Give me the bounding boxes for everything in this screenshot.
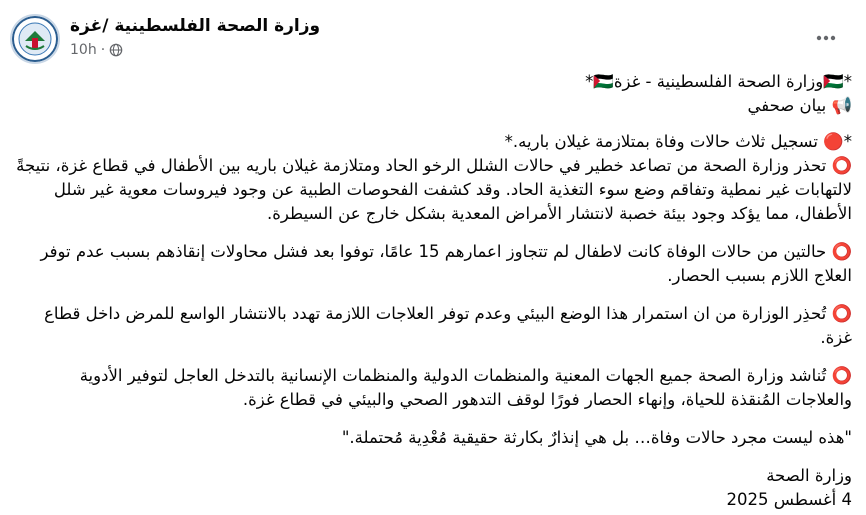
page-name-link[interactable]: وزارة الصحة الفلسطينية /غزة bbox=[70, 16, 321, 36]
post-subtitle-line: 📢 بيان صحفي bbox=[747, 96, 852, 115]
ellipsis-icon bbox=[816, 35, 836, 41]
post-meta bbox=[70, 42, 123, 58]
meta-separator: · bbox=[100, 42, 106, 58]
post-paragraph-1: ⭕ تحذر وزارة الصحة من تصاعد خطير في حالات الشلل الرخو الحاد ومتلازمة غيلان باريه بين الأطفال في قطاع غزة، نتيجةً لالتهابات غير نمطية وتفاقم وضع سوء التغذية الحاد. وقد كشفت الفحوصات الطبية عن وجود فيروسات معوية غير شلل الأطفال، مما يؤكد وجود بيئة خصبة لانتشار الأمراض المعدية بشكل خارج عن السيطرة. bbox=[10, 156, 852, 223]
post-paragraph-3: ⭕ تُحذِر الوزارة من ان استمرار هذا الوضع البيئي وعدم توفر العلاجات اللازمة تهدد بالانتشار الواسع للمرض داخل قطاع غزة. bbox=[38, 304, 852, 347]
post-body bbox=[10, 70, 852, 512]
post-paragraph-4: ⭕ تُناشد وزارة الصحة جميع الجهات المعنية والمنظمات الدولية والمنظمات الإنسانية بالتدخل العاجل لتوفير الأدوية والعلاجات المُنقذة للحياة، وإنهاء الحصار فورًا لوقف التدهور الصحي والبيئي في قطاع غزة. bbox=[74, 366, 852, 409]
post-quote: "هذه ليست مجرد حالات وفاة… بل هي إنذارٌ بكارثة حقيقية مُعْدِية مُحتملة." bbox=[341, 428, 852, 447]
page-avatar[interactable] bbox=[10, 14, 60, 64]
post-header bbox=[10, 10, 856, 66]
post-headline: *🔴 تسجيل ثلاث حالات وفاة بمتلازمة غيلان باريه.* bbox=[504, 132, 852, 151]
post-timestamp[interactable]: 10h bbox=[70, 42, 97, 58]
globe-icon[interactable] bbox=[109, 43, 123, 57]
ministry-logo-icon bbox=[12, 16, 58, 62]
post-title-line: *🇵🇸وزارة الصحة الفلسطينية - غزة🇵🇸* bbox=[585, 72, 852, 91]
post-signature: وزارة الصحة bbox=[766, 466, 852, 485]
more-options-button[interactable] bbox=[810, 22, 842, 54]
post-date: 4 أغسطس 2025 bbox=[726, 490, 852, 509]
post-paragraph-2: ⭕ حالتين من حالات الوفاة كانت لاطفال لم تتجاوز اعمارهم 15 عامًا، توفوا بعد فشل محاولات إنقاذهم بسبب عدم توفر العلاج اللازم بسبب الحصار. bbox=[35, 242, 852, 285]
